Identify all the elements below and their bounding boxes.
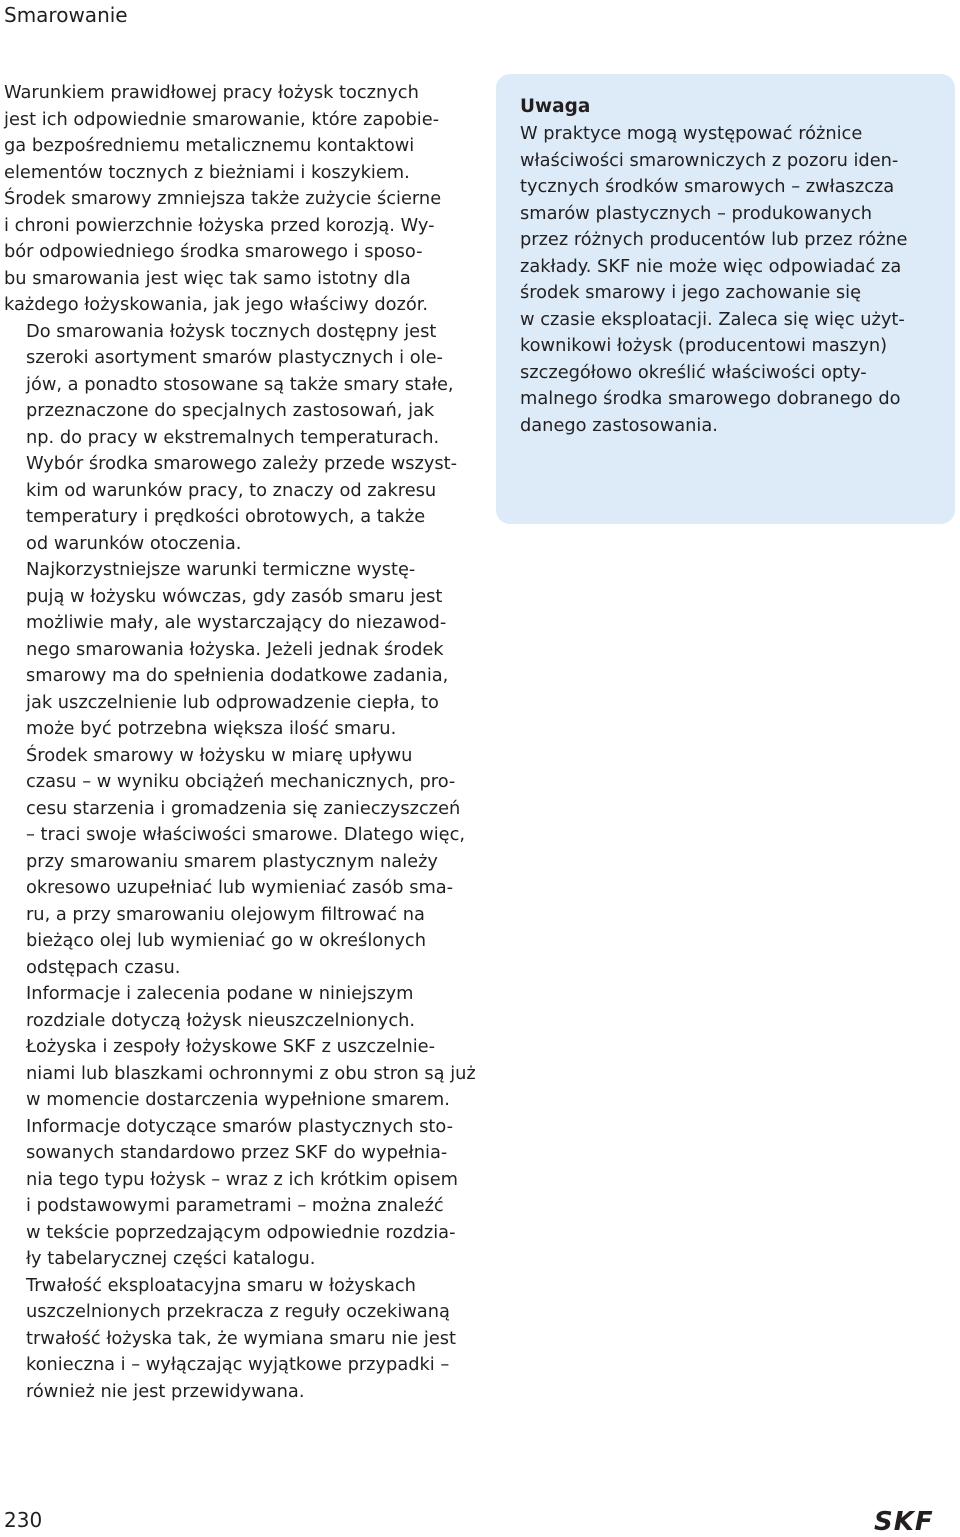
note-body — [520, 121, 940, 439]
skf-logo: SKF — [874, 1507, 934, 1537]
text-line: niami lub blaszkami ochronnymi z obu stron są już — [26, 1062, 476, 1084]
text-line: cesu starzenia i gromadzenia się zanieczyszczeń — [26, 797, 461, 819]
text-line: szeroki asortyment smarów plastycznych i ole- — [26, 347, 443, 368]
text-line: ru, a przy smarowaniu olejowym filtrować na — [26, 903, 425, 925]
text-line: – traci swoje właściwości smarowe. Dlatego więc, — [26, 824, 466, 845]
text-line: nia tego typu łożysk – wraz z ich krótkim opisem — [26, 1168, 459, 1190]
text-line: również nie jest przewidywana. — [26, 1380, 305, 1402]
note-line: W praktyce mogą występować różnice — [520, 123, 863, 144]
paragraph-5 — [4, 981, 474, 1273]
text-line: Warunkiem prawidłowej pracy łożysk tocznych — [4, 82, 419, 103]
main-text-column — [4, 80, 474, 1405]
text-line: uszczelnionych przekracza z reguły oczekiwaną — [26, 1301, 450, 1322]
text-line: każdego łożyskowania, jak jego właściwy dozór. — [4, 294, 429, 315]
note-line: właściwości smarowniczych z pozoru iden- — [520, 149, 899, 171]
text-line: Informacje dotyczące smarów plastycznych sto- — [26, 1115, 454, 1137]
paragraph-3 — [4, 557, 474, 743]
text-line: konieczna i – wyłączając wyjątkowe przypadki – — [26, 1354, 450, 1375]
note-line: malnego środka smarowego dobranego do — [520, 388, 901, 409]
text-line: jak uszczelnienie lub odprowadzenie ciepła, to — [26, 691, 439, 713]
text-line: sowanych standardowo przez SKF do wypełnia- — [26, 1142, 448, 1163]
note-line: w czasie eksploatacji. Zaleca się więc użyt- — [520, 308, 905, 330]
text-line: bu smarowania jest więc tak samo istotny dla — [4, 267, 411, 289]
text-line: odstępach czasu. — [26, 956, 181, 978]
text-line: możliwie mały, ale wystarczający do niezawod- — [26, 612, 447, 633]
text-line: od warunków otoczenia. — [26, 532, 242, 554]
text-line: w tekście poprzedzającym odpowiednie rozdzia- — [26, 1221, 456, 1243]
paragraph-2 — [4, 319, 474, 558]
note-line: danego zastosowania. — [520, 414, 718, 436]
paragraph-4 — [4, 743, 474, 982]
text-line: Trwałość eksploatacyjna smaru w łożyskach — [26, 1274, 416, 1296]
note-title: Uwaga — [520, 96, 591, 117]
note-line: szczegółowo określić właściwości opty- — [520, 361, 867, 383]
paragraph-6 — [4, 1273, 474, 1406]
text-line: jów, a ponadto stosowane są także smary stałe, — [26, 373, 454, 395]
text-line: np. do pracy w ekstremalnych temperaturach. — [26, 426, 440, 448]
page-header — [0, 0, 960, 32]
note-line: smarów plastycznych – produkowanych — [520, 202, 872, 224]
note-line: tycznych środków smarowych – zwłaszcza — [520, 176, 895, 197]
text-line: Najkorzystniejsze warunki termiczne wystę- — [26, 559, 416, 580]
text-line: trwałość łożyska tak, że wymiana smaru nie jest — [26, 1327, 456, 1349]
text-line: ły tabelarycznej części katalogu. — [26, 1248, 316, 1269]
text-line: temperatury i prędkości obrotowych, a także — [26, 506, 426, 527]
text-line: okresowo uzupełniać lub wymieniać zasób sma- — [26, 877, 454, 898]
section-title: Smarowanie — [4, 3, 128, 27]
text-line: w momencie dostarczenia wypełnione smarem. — [26, 1089, 450, 1110]
note-line: zakłady. SKF nie może więc odpowiadać za — [520, 255, 902, 277]
text-line: rozdziale dotyczą łożysk nieuszczelnionych. — [26, 1009, 416, 1031]
text-line: bieżąco olej lub wymieniać go w określonych — [26, 930, 426, 951]
text-line: Środek smarowy w łożysku w miarę upływu — [26, 744, 413, 766]
text-line: Łożyska i zespoły łożyskowe SKF z uszczelnie- — [26, 1036, 436, 1057]
note-box — [496, 74, 955, 524]
text-line: smarowy ma do spełnienia dodatkowe zadania, — [26, 665, 449, 686]
text-line: pują w łożysku wówczas, gdy zasób smaru jest — [26, 585, 443, 607]
text-line: może być potrzebna większa ilość smaru. — [26, 718, 397, 739]
text-line: jest ich odpowiednie smarowanie, które zapobie- — [4, 108, 440, 130]
text-line: Do smarowania łożysk tocznych dostępny jest — [26, 320, 437, 342]
note-line: środek smarowy i jego zachowanie się — [520, 282, 862, 303]
text-line: czasu – w wyniku obciążeń mechanicznych, pro- — [26, 771, 456, 792]
paragraph-1 — [4, 80, 474, 319]
text-line: i podstawowymi parametrami – można znaleźć — [26, 1195, 444, 1216]
text-line: bór odpowiedniego środka smarowego i sposo- — [4, 241, 423, 262]
note-line: kownikowi łożysk (producentowi maszyn) — [520, 335, 888, 356]
page-number: 230 — [4, 1508, 43, 1532]
text-line: i chroni powierzchnie łożyska przed korozją. Wy- — [4, 214, 435, 236]
text-line: elementów tocznych z bieżniami i koszykiem. — [4, 161, 410, 183]
text-line: nego smarowania łożyska. Jeżeli jednak środek — [26, 638, 444, 660]
text-line: Informacje i zalecenia podane w niniejszym — [26, 983, 414, 1004]
text-line: Środek smarowy zmniejsza także zużycie ścierne — [4, 188, 442, 209]
text-line: kim od warunków pracy, to znaczy od zakresu — [26, 479, 437, 501]
text-line: przeznaczone do specjalnych zastosowań, jak — [26, 400, 435, 421]
text-line: ga bezpośredniemu metalicznemu kontaktowi — [4, 135, 415, 156]
text-line: przy smarowaniu smarem plastycznym należy — [26, 850, 438, 872]
text-line: Wybór środka smarowego zależy przede wszyst- — [26, 453, 458, 474]
note-line: przez różnych producentów lub przez różne — [520, 229, 908, 250]
